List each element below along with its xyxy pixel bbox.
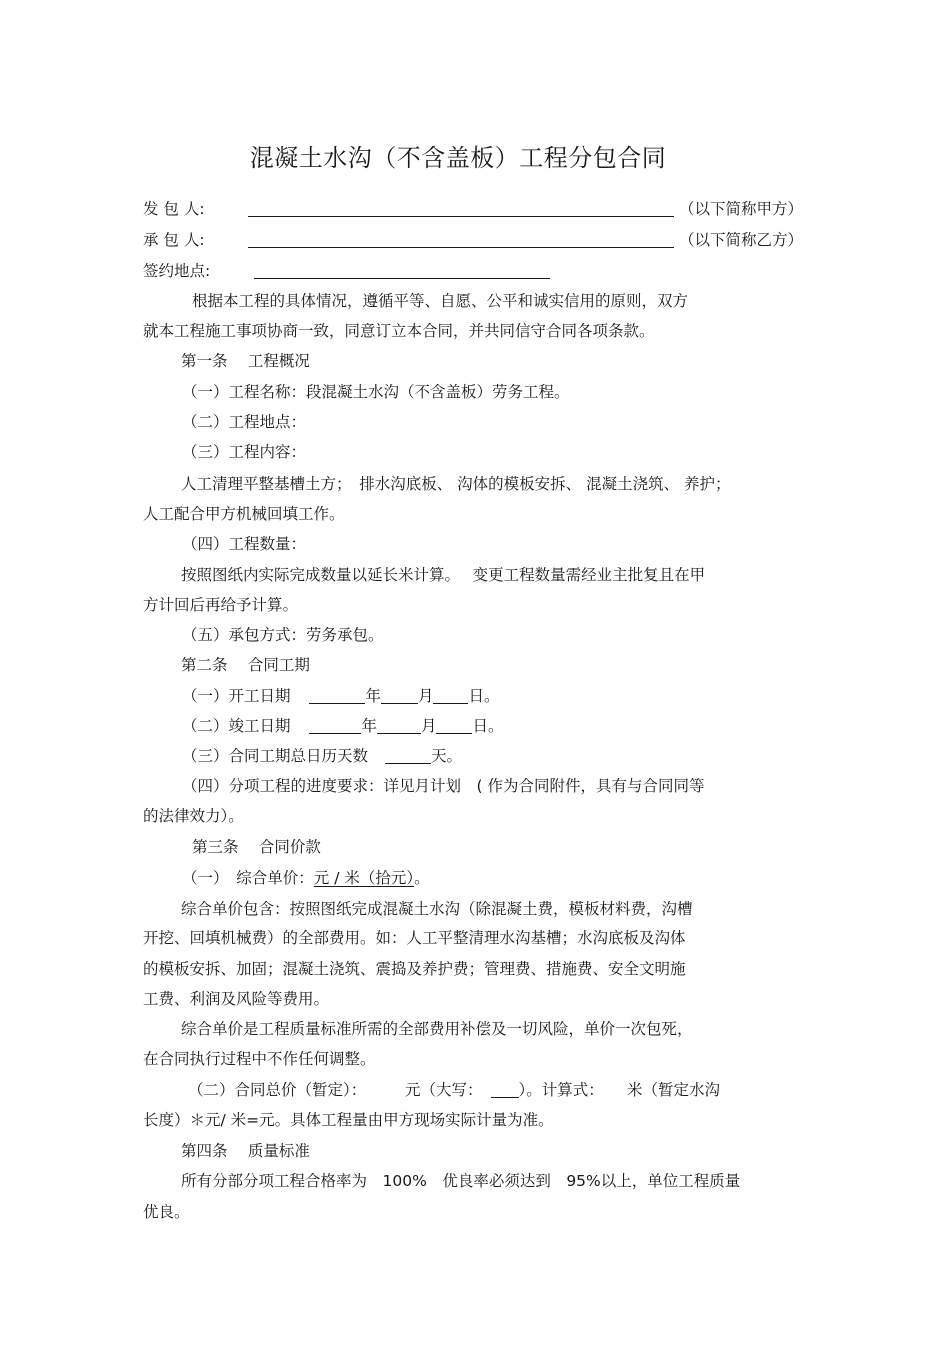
start-day-blank[interactable] [433,683,468,704]
art3-includes-line-4: 工费、利润及风险等费用。 [143,990,330,1008]
start-date-label: （一）开工日期 [182,687,291,705]
article-2-heading: 第二条 合同工期 [181,656,310,674]
start-year-text: 年 [365,687,381,705]
party-b-suffix: （以下简称乙方） [678,231,803,249]
finish-day-blank[interactable] [436,713,472,734]
finish-date-label: （二）竣工日期 [182,717,291,735]
total-days-row [182,741,462,771]
art3-includes-line-3: 的模板安拆、加固；混凝土浇筑、震捣及养护费；管理费、措施费、安全文明施 [143,960,686,978]
start-month-text: 月 [417,687,434,705]
quality-line-2: 优良。 [143,1203,190,1221]
art2-item-4-line-1: （四）分项工程的进度要求：详见月计划 ( 作为合同附件，具有与合同同等 [182,777,705,795]
contract-total-words-blank[interactable] [491,1077,519,1098]
contract-total-text-a: （二）合同总价（暂定）： 元（大写： [188,1081,483,1099]
signing-place-label: 签约地点: [143,262,211,280]
party-a-label: 发 包 人: [143,200,205,218]
art3-includes-line-1: 综合单价包含：按照图纸完成混凝土水沟（除混凝土费，模板材料费，沟槽 [181,900,693,918]
finish-date-row [182,711,504,741]
art1-item-4: （四）工程数量： [182,535,307,553]
unit-price-row [182,863,430,893]
signing-place-row [143,256,550,286]
art1-content-line-1: 人工清理平整基槽土方； 排水沟底板、 沟体的模板安拆、 混凝土浇筑、 养护； [181,475,731,493]
signing-place-blank[interactable] [254,258,550,279]
art1-qty-line-2: 方计回后再给予计算。 [143,596,299,614]
unit-price-value: 元 / 米（拾元） [313,869,415,887]
art1-item-5: （五）承包方式：劳务承包。 [182,626,384,644]
total-days-label: （三）合同工期总日历天数 [182,747,369,765]
party-b-label: 承 包 人: [143,231,205,249]
finish-year-text: 年 [361,717,377,735]
party-a-row [143,194,803,224]
art1-item-3: （三）工程内容： [182,443,307,461]
party-b-blank[interactable] [248,227,674,248]
intro-line-2: 就本工程施工事项协商一致，同意订立本合同，并共同信守合同各项条款。 [143,322,655,340]
finish-month-blank[interactable] [377,713,421,734]
intro-line-1: 根据本工程的具体情况，遵循平等、自愿、公平和诚实信用的原则，双方 [192,292,689,310]
unit-price-label: （一） 综合单价： [182,869,314,887]
art3-risk-line-2: 在合同执行过程中不作任何调整。 [143,1050,376,1068]
total-days-blank[interactable] [385,743,431,764]
finish-year-blank[interactable] [309,713,361,734]
party-a-blank[interactable] [248,196,674,217]
quality-line-1: 所有分部分项工程合格率为 100% 优良率必须达到 95%以上，单位工程质量 [181,1172,741,1190]
article-1-heading: 第一条 工程概况 [181,352,310,370]
article-4-heading: 第四条 质量标准 [181,1142,310,1160]
start-month-blank[interactable] [381,683,418,704]
contract-total-text-b: ）。计算式： 米（暂定水沟 [518,1081,721,1099]
art1-item-2: （二）工程地点： [182,413,307,431]
contract-total-line-2: 长度）＊元/ 米=元。具体工程量由甲方现场实际计量为准。 [143,1111,554,1129]
start-date-row [182,681,500,711]
art1-qty-line-1: 按照图纸内实际完成数量以延长米计算。 变更工程数量需经业主批复且在甲 [181,566,706,584]
start-year-blank[interactable] [309,683,365,704]
start-day-text: 日。 [468,687,500,705]
art3-risk-line-1: 综合单价是工程质量标准所需的全部费用补偿及一切风险，单价一次包死， [181,1020,693,1038]
party-a-suffix: （以下简称甲方） [678,200,803,218]
art1-item-1: （一）工程名称：段混凝土水沟（不含盖板）劳务工程。 [182,383,570,401]
contract-total-row [188,1075,720,1105]
art1-content-line-2: 人工配合甲方机械回填工作。 [143,505,345,523]
finish-month-text: 月 [420,717,437,735]
party-b-row [143,225,803,255]
document-title: 混凝土水沟（不含盖板）工程分包合同 [249,144,667,172]
finish-day-text: 日。 [472,717,504,735]
total-days-suffix: 天。 [430,747,462,765]
article-3-heading: 第三条 合同价款 [192,838,321,856]
unit-price-end: 。 [414,869,430,887]
art3-includes-line-2: 开挖、回填机械费）的全部费用。如：人工平整清理水沟基槽；水沟底板及沟体 [143,929,686,947]
art2-item-4-line-2: 的法律效力）。 [143,807,244,825]
